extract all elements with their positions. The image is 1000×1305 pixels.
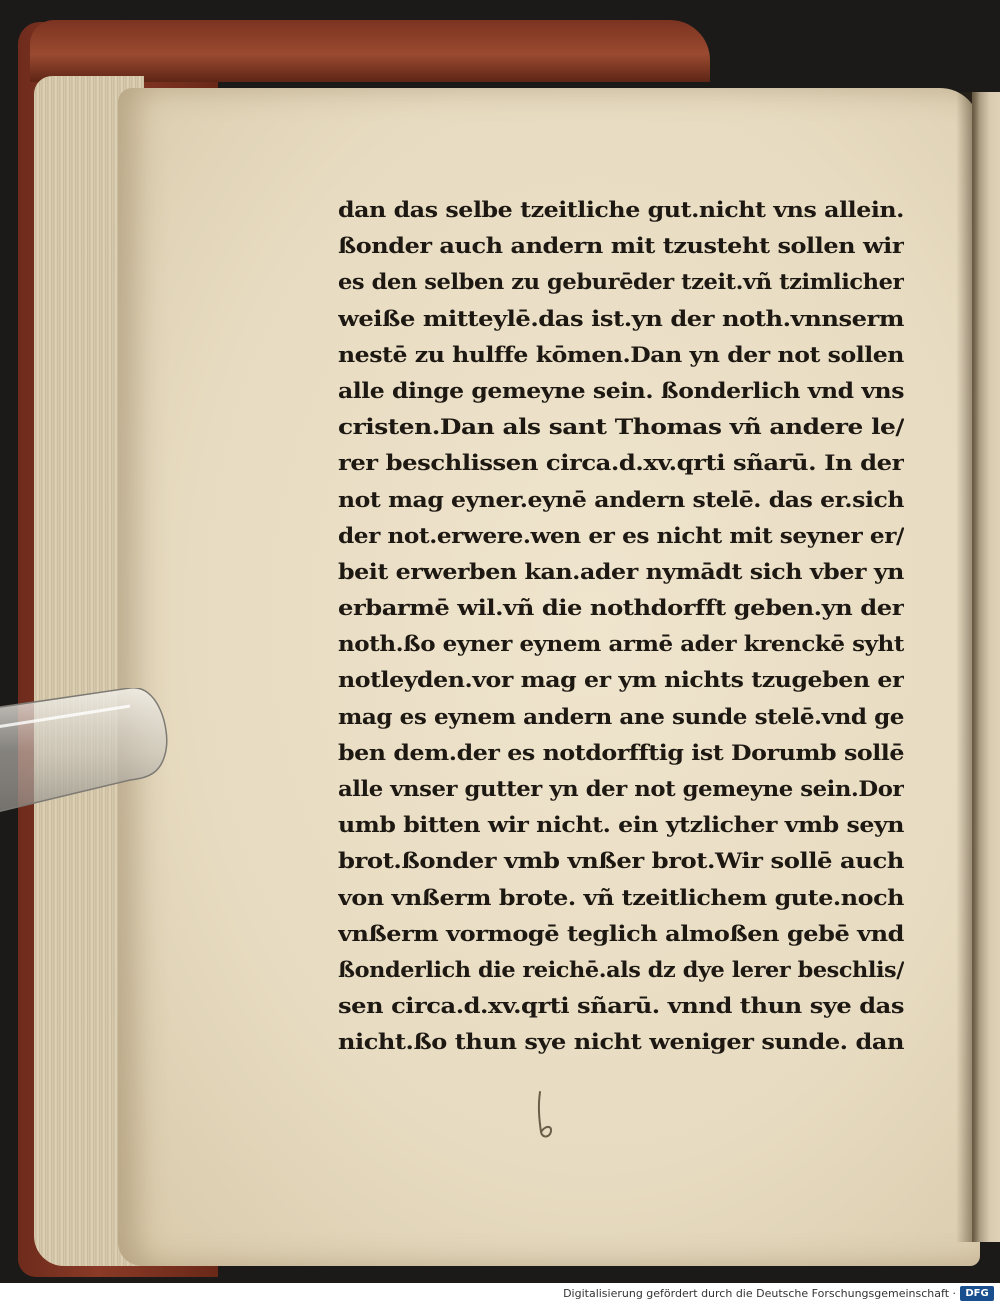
text-line: rer beschlissen circa.d.xv.qrti sñarū. In der <box>338 450 904 476</box>
text-line: cristen.Dan als sant Thomas vñ andere le/ <box>338 414 904 440</box>
text-line: nicht.ßo thun sye nicht weniger sunde. dan <box>338 1029 904 1055</box>
text-line: sen circa.d.xv.qrti sñarū. vnnd thun sye das <box>338 993 904 1019</box>
funding-credit: Digitalisierung gefördert durch die Deutsche Forschungsgemeinschaft · <box>563 1287 956 1300</box>
text-line: vnßerm vormogē teglich almoßen gebē vnd <box>338 920 904 946</box>
text-line: ben dem.der es notdorfftig ist Dorumb sollē <box>338 739 904 765</box>
text-line: alle dinge gemeyne sein. ßonderlich vnd vns <box>338 377 904 403</box>
text-line: umb bitten wir nicht. ein ytzlicher vmb seyn <box>338 812 904 838</box>
text-line: es den selben zu geburēder tzeit.vñ tzimlicher <box>338 269 904 295</box>
text-line: nestē zu hulffe kōmen.Dan yn der not sollen <box>338 341 904 367</box>
text-line: weiße mitteylē.das ist.yn der noth.vnnserm <box>338 305 904 331</box>
text-line: erbarmē wil.vñ die nothdorfft geben.yn der <box>338 595 904 621</box>
dfg-logo: DFG <box>960 1286 994 1301</box>
text-line: der not.erwere.wen er es nicht mit seyner er/ <box>338 522 904 548</box>
text-line: brot.ßonder vmb vnßer brot.Wir sollē auch <box>338 848 904 874</box>
text-line: beit erwerben kan.ader nymādt sich vber yn <box>338 558 904 584</box>
text-line: not mag eyner.eynē andern stelē. das er.sich <box>338 486 904 512</box>
handwritten-mark <box>530 1088 560 1140</box>
binding-spine-top <box>30 20 710 82</box>
text-line: dan das selbe tzeitliche gut.nicht vns allein. <box>338 197 904 222</box>
page-text <box>338 192 904 1061</box>
text-line: alle vnser gutter yn der not gemeyne sein.Dor <box>338 776 904 801</box>
footer-bar <box>0 1283 1000 1305</box>
text-line: ßonder auch andern mit tzusteht sollen wir <box>338 233 904 259</box>
text-line: ßonderlich die reichē.als dz dye lerer beschlis/ <box>338 956 904 982</box>
plastic-page-clamp <box>0 688 170 818</box>
text-line: von vnßerm brote. vñ tzeitlichem gute.noch <box>338 884 904 910</box>
text-line: noth.ßo eyner eynem armē ader krenckē syht <box>338 631 904 657</box>
text-line: mag es eynem andern ane sunde stelē.vnd ge <box>338 703 904 729</box>
text-line: notleyden.vor mag er ym nichts tzugeben er <box>338 667 904 693</box>
page-gutter <box>956 92 980 1242</box>
